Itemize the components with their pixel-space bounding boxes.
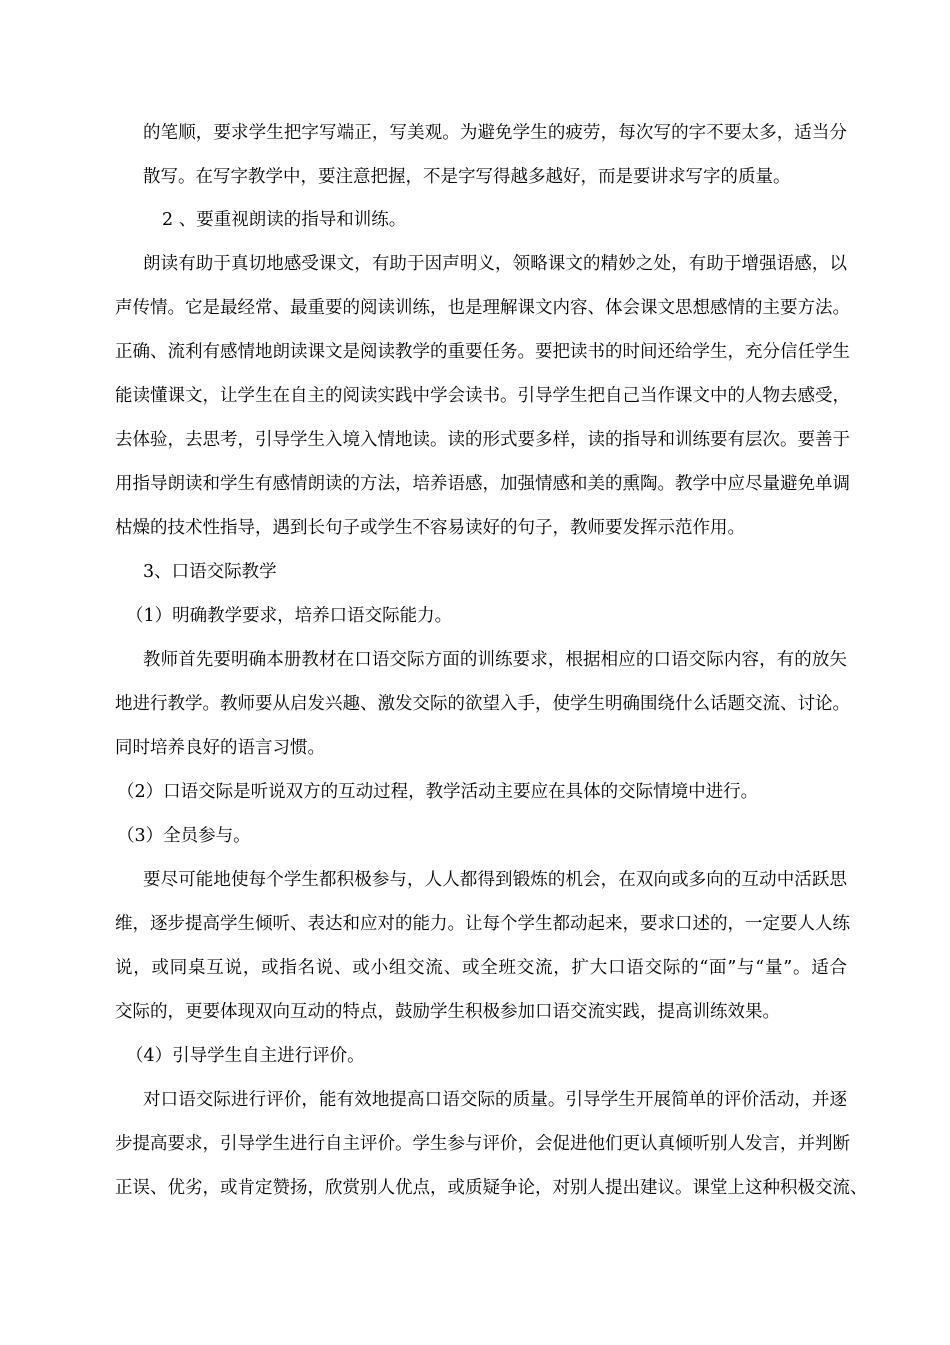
text-line: 枯燥的技术性指导，遇到长句子或学生不容易读好的句子，教师要发挥示范作用。: [115, 518, 745, 538]
section-heading: 3、口语交际教学: [143, 562, 277, 582]
text-line: 声传情。它是最经常、最重要的阅读训练，也是理解课文内容、体会课文思想感情的主要方法。: [115, 298, 850, 318]
text-line: 的笔顺，要求学生把字写端正，写美观。为避免学生的疲劳，每次写的字不要太多，适当分: [143, 123, 847, 143]
text-line: 去体验，去思考，引导学生入境入情地读。读的形式要多样，读的指导和训练要有层次。要善于: [115, 430, 850, 450]
text-line: 教师首先要明确本册教材在口语交际方面的训练要求，根据相应的口语交际内容，有的放矢: [143, 650, 847, 670]
text-line: 步提高要求，引导学生进行自主评价。学生参与评价，会促进他们更认真倾听别人发言，并判断: [115, 1134, 850, 1154]
subsection-heading: （1）明确教学要求，培养口语交际能力。: [126, 606, 453, 626]
text-line: 散写。在写字教学中，要注意把握，不是字写得越多越好，而是要讲求写字的质量。: [143, 167, 791, 187]
text-line: 交际的，更要体现双向互动的特点，鼓励学生积极参加口语交流实践，提高训练效果。: [115, 1002, 780, 1022]
subsection-heading: （4）引导学生自主进行评价。: [126, 1046, 365, 1066]
subsection-heading: （3）全员参与。: [117, 826, 251, 846]
text-line: 对口语交际进行评价，能有效地提高口语交际的质量。引导学生开展简单的评价活动，并逐: [143, 1090, 847, 1110]
text-line: 同时培养良好的语言习惯。: [115, 738, 325, 758]
subsection-heading: （2）口语交际是听说双方的互动过程，教学活动主要应在具体的交际情境中进行。: [117, 782, 759, 802]
text-line: 维，逐步提高学生倾听、表达和应对的能力。让每个学生都动起来，要求口述的，一定要人人练: [115, 914, 850, 934]
text-line: 用指导朗读和学生有感情朗读的方法，培养语感，加强情感和美的熏陶。教学中应尽量避免单调: [115, 474, 850, 494]
text-line: 地进行教学。教师要从启发兴趣、激发交际的欲望入手，使学生明确围绕什么话题交流、讨论。: [115, 694, 850, 714]
text-line: 朗读有助于真切地感受课文，有助于因声明义，领略课文的精妙之处，有助于增强语感，以: [143, 254, 847, 274]
text-line: 要尽可能地使每个学生都积极参与，人人都得到锻炼的机会，在双向或多向的互动中活跃思: [143, 870, 847, 890]
text-line: 正确、流利有感情地朗读课文是阅读教学的重要任务。要把读书的时间还给学生，充分信任学生: [115, 342, 850, 362]
section-heading: 2 、要重视朗读的指导和训练。: [162, 210, 407, 230]
text-line: 能读懂课文，让学生在自主的阅读实践中学会读书。引导学生把自己当作课文中的人物去感受，: [115, 386, 850, 406]
text-line: 说，或同桌互说，或指名说、或小组交流、或全班交流，扩大口语交际的“面”与“量”。适合: [115, 958, 847, 978]
text-line: 正误、优劣，或肯定赞扬，欣赏别人优点，或质疑争论，对别人提出建议。课堂上这种积极交流、: [115, 1178, 868, 1198]
